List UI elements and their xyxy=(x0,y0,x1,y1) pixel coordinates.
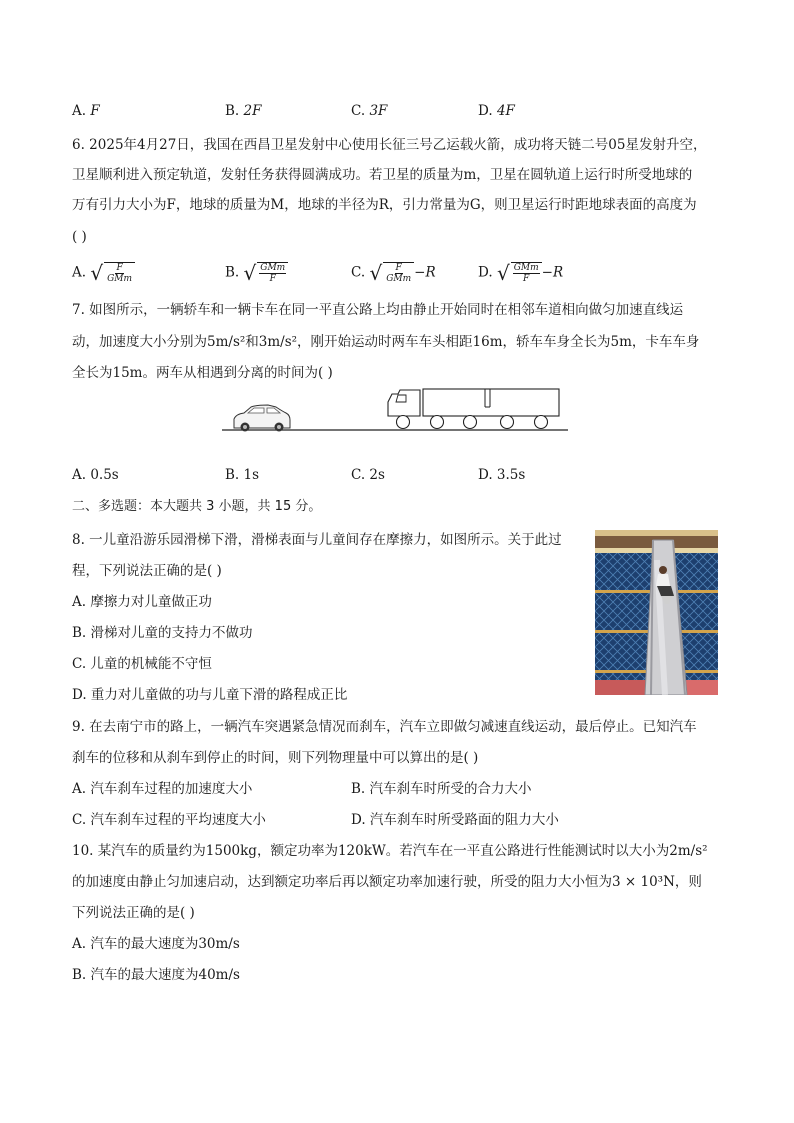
fraction-denominator: F xyxy=(523,274,530,284)
q10-stem-line-3: 下列说法正确的是( ) xyxy=(72,905,195,921)
fraction-denominator: GMm xyxy=(107,274,133,284)
q6-option-d[interactable] xyxy=(478,262,563,284)
q8-option-a[interactable]: A. 摩擦力对儿童做正功 xyxy=(72,594,212,610)
fraction-numerator: F xyxy=(395,263,402,273)
sqrt-expression xyxy=(369,262,414,284)
q6-stem-line-2: 卫星顺利进入预定轨道，发射任务获得圆满成功。若卫星的质量为m，卫星在圆轨道上运行时所受地球的 xyxy=(72,167,693,183)
q10-stem-line-2: 的加速度由静止匀加速启动，达到额定功率后再以额定功率加速行驶，所受的阻力大小恒为3 × 10³N，则 xyxy=(72,874,702,890)
q6-option-b[interactable] xyxy=(225,262,288,284)
q5-option-d[interactable] xyxy=(478,101,515,121)
q8-option-c[interactable]: C. 儿童的机械能不守恒 xyxy=(72,656,212,672)
slide-photo xyxy=(595,530,718,695)
option-label: C. xyxy=(351,103,370,119)
q7-option-c[interactable]: C. 2s xyxy=(351,467,385,483)
q6-option-c[interactable] xyxy=(351,262,436,284)
option-label: D. xyxy=(478,264,493,281)
q7-stem-line-2: 动，加速度大小分别为5m/s²和3m/s²，刚开始运动时两车车头相距16m，轿车车身全长为5m，卡车车身 xyxy=(72,334,700,350)
q10-stem-line-1: 10. 某汽车的质量约为1500kg，额定功率为120kW。若汽车在一平直公路进行性能测试时以大小为2m/s² xyxy=(72,843,708,859)
q9-option-d[interactable]: D. 汽车刹车时所受路面的阻力大小 xyxy=(351,812,559,828)
option-value: 4F xyxy=(496,103,515,119)
q7-option-d[interactable]: D. 3.5s xyxy=(478,467,526,483)
q9-stem-line-1: 9. 在去南宁市的路上，一辆汽车突遇紧急情况而刹车，汽车立即做匀减速直线运动，最后停止。已知汽车 xyxy=(72,719,697,735)
q9-stem-line-2: 刹车的位移和从刹车到停止的时间，则下列物理量中可以算出的是( ) xyxy=(72,750,479,766)
q7-option-a[interactable]: A. 0.5s xyxy=(72,467,119,483)
car-icon xyxy=(234,405,290,432)
radical-sign: √ xyxy=(243,261,257,285)
option-label: A. xyxy=(72,103,91,119)
q6-stem-line-4: ( ) xyxy=(72,229,87,245)
q5-option-b[interactable] xyxy=(225,101,261,121)
q7-option-b[interactable]: B. 1s xyxy=(225,467,260,483)
q8-option-d[interactable]: D. 重力对儿童做的功与儿童下滑的路程成正比 xyxy=(72,687,348,703)
fraction-numerator: GMm xyxy=(260,263,286,273)
q10-option-b[interactable]: B. 汽车的最大速度为40m/s xyxy=(72,967,240,983)
option-suffix: −R xyxy=(414,264,436,281)
option-label: D. xyxy=(478,103,497,119)
q9-option-a[interactable]: A. 汽车刹车过程的加速度大小 xyxy=(72,781,253,797)
q8-stem-line-2: 程，下列说法正确的是( ) xyxy=(72,563,222,579)
section-heading: 二、多选题：本大题共 3 小题，共 15 分。 xyxy=(72,499,322,514)
q6-stem-line-3: 万有引力大小为F，地球的质量为M，地球的半径为R，引力常量为G，则卫星运行时距地球表面的高度为 xyxy=(72,197,697,213)
fraction-denominator: F xyxy=(269,274,276,284)
q7-stem-line-3: 全长为15m。两车从相遇到分离的时间为( ) xyxy=(72,365,333,381)
q9-option-c[interactable]: C. 汽车刹车过程的平均速度大小 xyxy=(72,812,266,828)
q10-option-a[interactable]: A. 汽车的最大速度为30m/s xyxy=(72,936,240,952)
fraction-numerator: F xyxy=(116,263,123,273)
radical-sign: √ xyxy=(496,261,510,285)
option-label: C. xyxy=(351,264,366,281)
fraction-denominator: GMm xyxy=(386,274,412,284)
q9-option-b[interactable]: B. 汽车刹车时所受的合力大小 xyxy=(351,781,532,797)
q8-option-b[interactable]: B. 滑梯对儿童的支持力不做功 xyxy=(72,625,253,641)
car-truck-figure xyxy=(220,380,570,434)
fraction-numerator: GMm xyxy=(513,263,539,273)
option-value: 2F xyxy=(243,103,262,119)
option-label: B. xyxy=(225,264,240,281)
q5-option-c[interactable] xyxy=(351,101,387,121)
option-value: 3F xyxy=(369,103,388,119)
sqrt-expression xyxy=(497,262,542,284)
sqrt-expression xyxy=(244,262,289,284)
option-value: F xyxy=(90,103,100,119)
q6-option-a[interactable] xyxy=(72,262,135,284)
truck-icon xyxy=(388,389,559,429)
option-suffix: −R xyxy=(541,264,564,281)
q8-stem-line-1: 8. 一儿童沿游乐园滑梯下滑，滑梯表面与儿童间存在摩擦力，如图所示。关于此过 xyxy=(72,532,562,548)
q7-stem-line-1: 7. 如图所示，一辆轿车和一辆卡车在同一平直公路上均由静止开始同时在相邻车道相向做匀加速直线运 xyxy=(72,302,684,318)
radical-sign: √ xyxy=(369,261,383,285)
q6-stem-line-1: 6. 2025年4月27日，我国在西昌卫星发射中心使用长征三号乙运载火箭，成功将天链二号05星发射升空， xyxy=(72,137,707,153)
option-label: B. xyxy=(225,103,244,119)
q5-option-a[interactable] xyxy=(72,101,100,121)
sqrt-expression xyxy=(90,262,135,284)
option-label: A. xyxy=(72,264,87,281)
radical-sign: √ xyxy=(90,261,104,285)
